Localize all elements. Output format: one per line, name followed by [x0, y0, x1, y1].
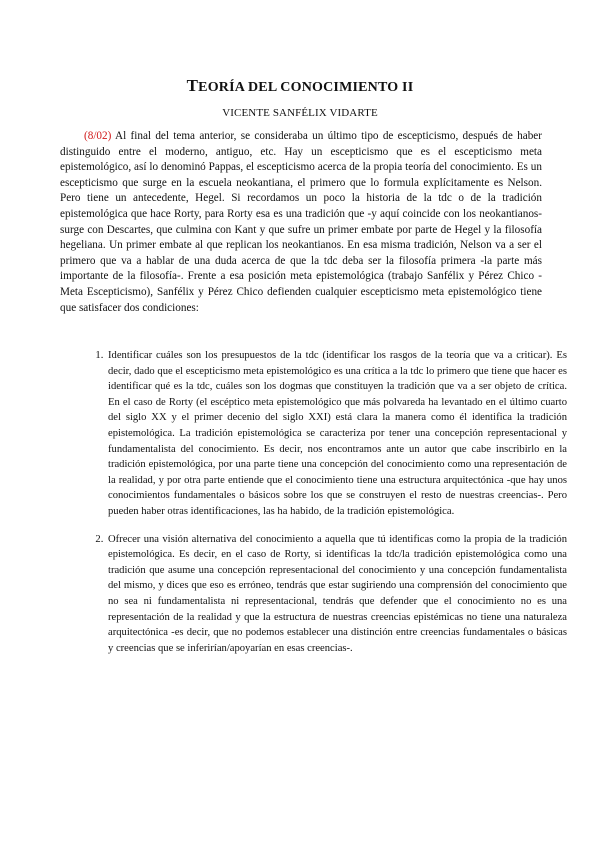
intro-paragraph [60, 129, 542, 316]
condition-item-1: 1. Identificar cuáles son los presupuestos de la tdc (identificar los rasgos de la teoría que va a criticar). Es decir, dado que el escepticismo meta epistemológico es una crítica a la tdc lo primero que tiene que hacer es identificar qué es la tdc, cuáles son los dogmas que constituyen la tradición que va a ser objeto de crítica. En el caso de Rorty (el escéptico meta epistemológico que más polvareda ha levantado en el último cuarto del siglo XX y el primer decenio del siglo XXI) está clara la manera como él identifica la tradición epistemológica. La tradición epistemológica se caracteriza por tener una concepción representacional y fundamentalista del conocimiento. Es decir, nos encontramos ante un autor que cabe inscribirlo en la tradición epistemológica, por una parte tiene una concepción del conocimiento como una representación de la realidad, y por otra parte entiende que el conocimiento tiene una estructura arquitectónica -que hay unos conocimientos fundamentales o básicos sobre los que se construyen el resto de nuestras creencias-. Pero pueden haber otras identificaciones, las ha habido, de la tradición epistemológica. [106, 348, 567, 520]
title-rest: EORÍA DEL CONOCIMIENTO II [198, 80, 414, 95]
page-title [0, 76, 600, 96]
title-initial: T [186, 76, 199, 95]
condition-item-2: 2. Ofrecer una visión alternativa del conocimiento a aquella que tú identificas como la propia de la tradición epistemológica. Es decir, en el caso de Rorty, si identificas la tdc/la tradición epistemológica como una tradición que asume una concepción representacional del conocimiento y una concepción fundamentalista del mismo, y dices que eso es erróneo, tendrás que estar sugiriendo una comprensión del conocimiento que no sea ni fundamentalista ni representacional, tendrás que defender que el conocimiento no es una representación de la realidad y que la estructura de nuestras creencias epistémicas no tiene una naturaleza arquitectónica -es decir, que no podemos establecer una distinción entre creencias fundamentales o básicas y creencias que se inferirían/apoyarían en esas creencias-. [106, 532, 567, 657]
conditions-list [82, 348, 567, 668]
author-name: VICENTE SANFÉLIX VIDARTE [222, 107, 378, 119]
date-reference: (8/02) [84, 130, 112, 142]
intro-text: Al final del tema anterior, se consideraba un último tipo de escepticismo, después de haber distinguido entre el moderno, antiguo, etc. Hay un escepticismo que es el escepticismo meta epistemológico, así lo denominó Pappas, el escepticismo acerca de la propia teoría del conocimiento. Es un escepticismo que surge en la escuela neokantiana, el primero que lo formula explícitamente es Nelson. Pero tiene un antecedente, Hegel. Si recordamos un poco la historia de la tdc o de la tradición epistemológica que hace Rorty, para Rorty esa es una tradición que -y aquí coincide con los neokantianos- surge con Descartes, que culmina con Kant y que sufre un primer embate por parte de Hegel y la filosofía hegeliana. Un primer embate al que replican los neokantianos. En esa misma tradición, Nelson va a ser el primero que va a hablar de una duda acerca de que la tdc deba ser la filosofía primera -la parte más importante de la filosofía-. Frente a esa posición meta epistemológica (trabajo Sanfélix y Pérez Chico - Meta Escepticismo), Sanfélix y Pérez Chico defienden cualquier escepticismo meta epistemológico tiene que satisfacer dos condiciones: [60, 130, 542, 314]
